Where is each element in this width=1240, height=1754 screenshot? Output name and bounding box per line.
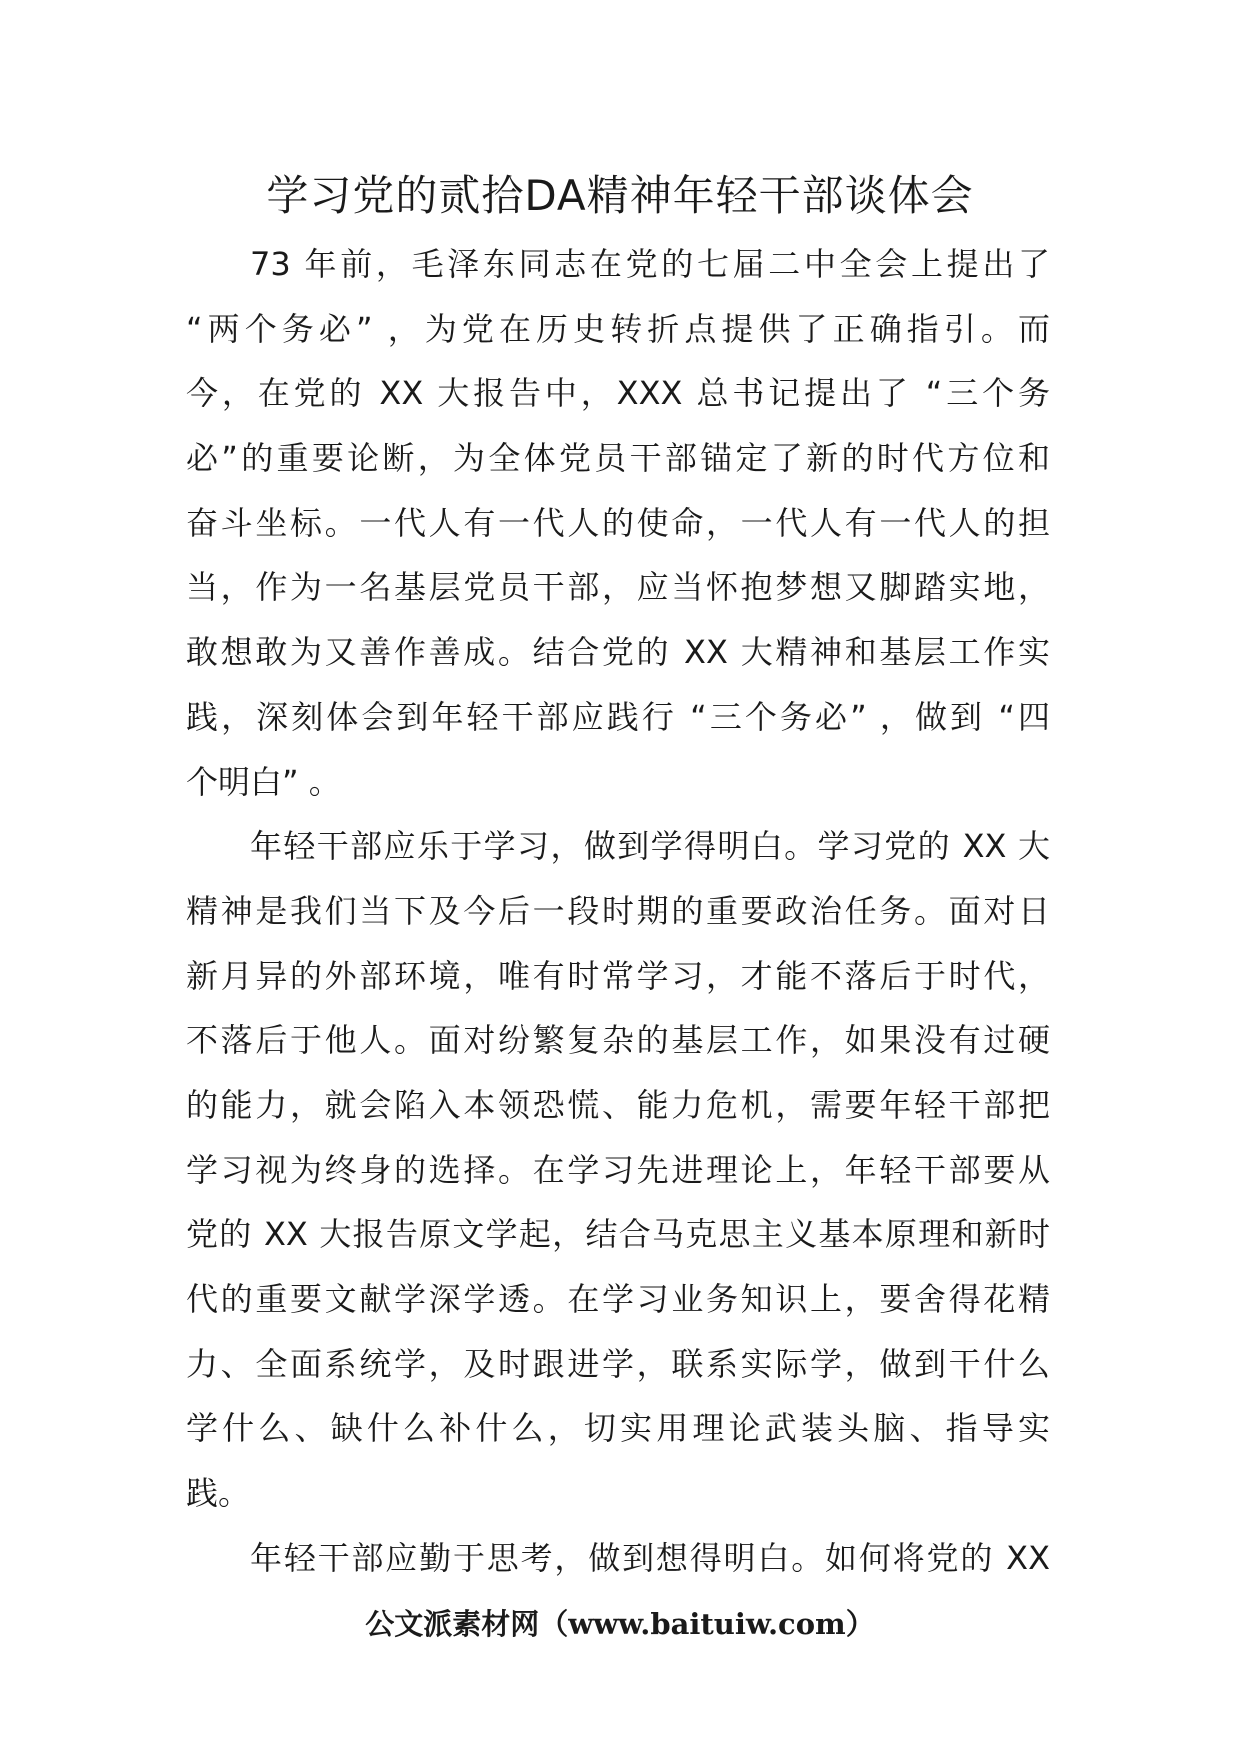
paragraph-line: 践，深刻体会到年轻干部应践行 “三个务必” ，做到 “四: [186, 697, 1050, 736]
paragraph-1: [186, 232, 1050, 814]
paragraph-2: [186, 814, 1050, 1526]
paragraph-line: 新月异的外部环境，唯有时常学习，才能不落后于时代，: [186, 956, 1050, 995]
paragraph-line: 奋斗坐标。一代人有一代人的使命，一代人有一代人的担: [186, 503, 1050, 542]
paragraph-line: 73 年前，毛泽东同志在党的七届二中全会上提出了: [250, 245, 1050, 283]
paragraph-line: 力、全面系统学，及时跟进学，联系实际学，做到干什么: [186, 1344, 1050, 1383]
paragraph-3: [186, 1526, 1050, 1591]
paragraph-line: 今，在党的 XX 大报告中，XXX 总书记提出了 “三个务: [186, 374, 1050, 413]
paragraph-line: 年轻干部应乐于学习，做到学得明白。学习党的 XX 大: [250, 827, 1050, 866]
paragraph-line: 学习视为终身的选择。在学习先进理论上，年轻干部要从: [186, 1150, 1050, 1189]
page-footer-watermark: 公文派素材网（www.baituiw.com）: [365, 1607, 875, 1641]
paragraph-line: 年轻干部应勤于思考，做到想得明白。如何将党的 XX: [250, 1538, 1050, 1577]
paragraph-line: 代的重要文献学深学透。在学习业务知识上，要舍得花精: [186, 1280, 1050, 1318]
document-title: 学习党的贰拾DA精神年轻干部谈体会: [266, 171, 974, 220]
paragraph-line: 践。: [186, 1474, 251, 1513]
paragraph-line: 不落后于他人。面对纷繁复杂的基层工作，如果没有过硬: [186, 1021, 1050, 1060]
paragraph-line: 敢想敢为又善作善成。结合党的 XX 大精神和基层工作实: [186, 633, 1050, 672]
paragraph-line: 精神是我们当下及今后一段时期的重要政治任务。面对日: [186, 891, 1050, 930]
paragraph-line: 党的 XX 大报告原文学起，结合马克思主义基本原理和新时: [186, 1215, 1050, 1254]
document-body: [186, 232, 1050, 1590]
paragraph-line: 个明白” 。: [186, 762, 341, 801]
paragraph-line: 必”的重要论断，为全体党员干部锚定了新的时代方位和: [186, 439, 1050, 478]
paragraph-line: 当，作为一名基层党员干部，应当怀抱梦想又脚踏实地，: [186, 568, 1050, 607]
paragraph-line: 学什么、缺什么补什么，切实用理论武装头脑、指导实: [186, 1409, 1050, 1448]
paragraph-line: 的能力，就会陷入本领恐慌、能力危机，需要年轻干部把: [186, 1085, 1050, 1124]
paragraph-line: “两个务必” ，为党在历史转折点提供了正确指引。而: [186, 309, 1050, 348]
